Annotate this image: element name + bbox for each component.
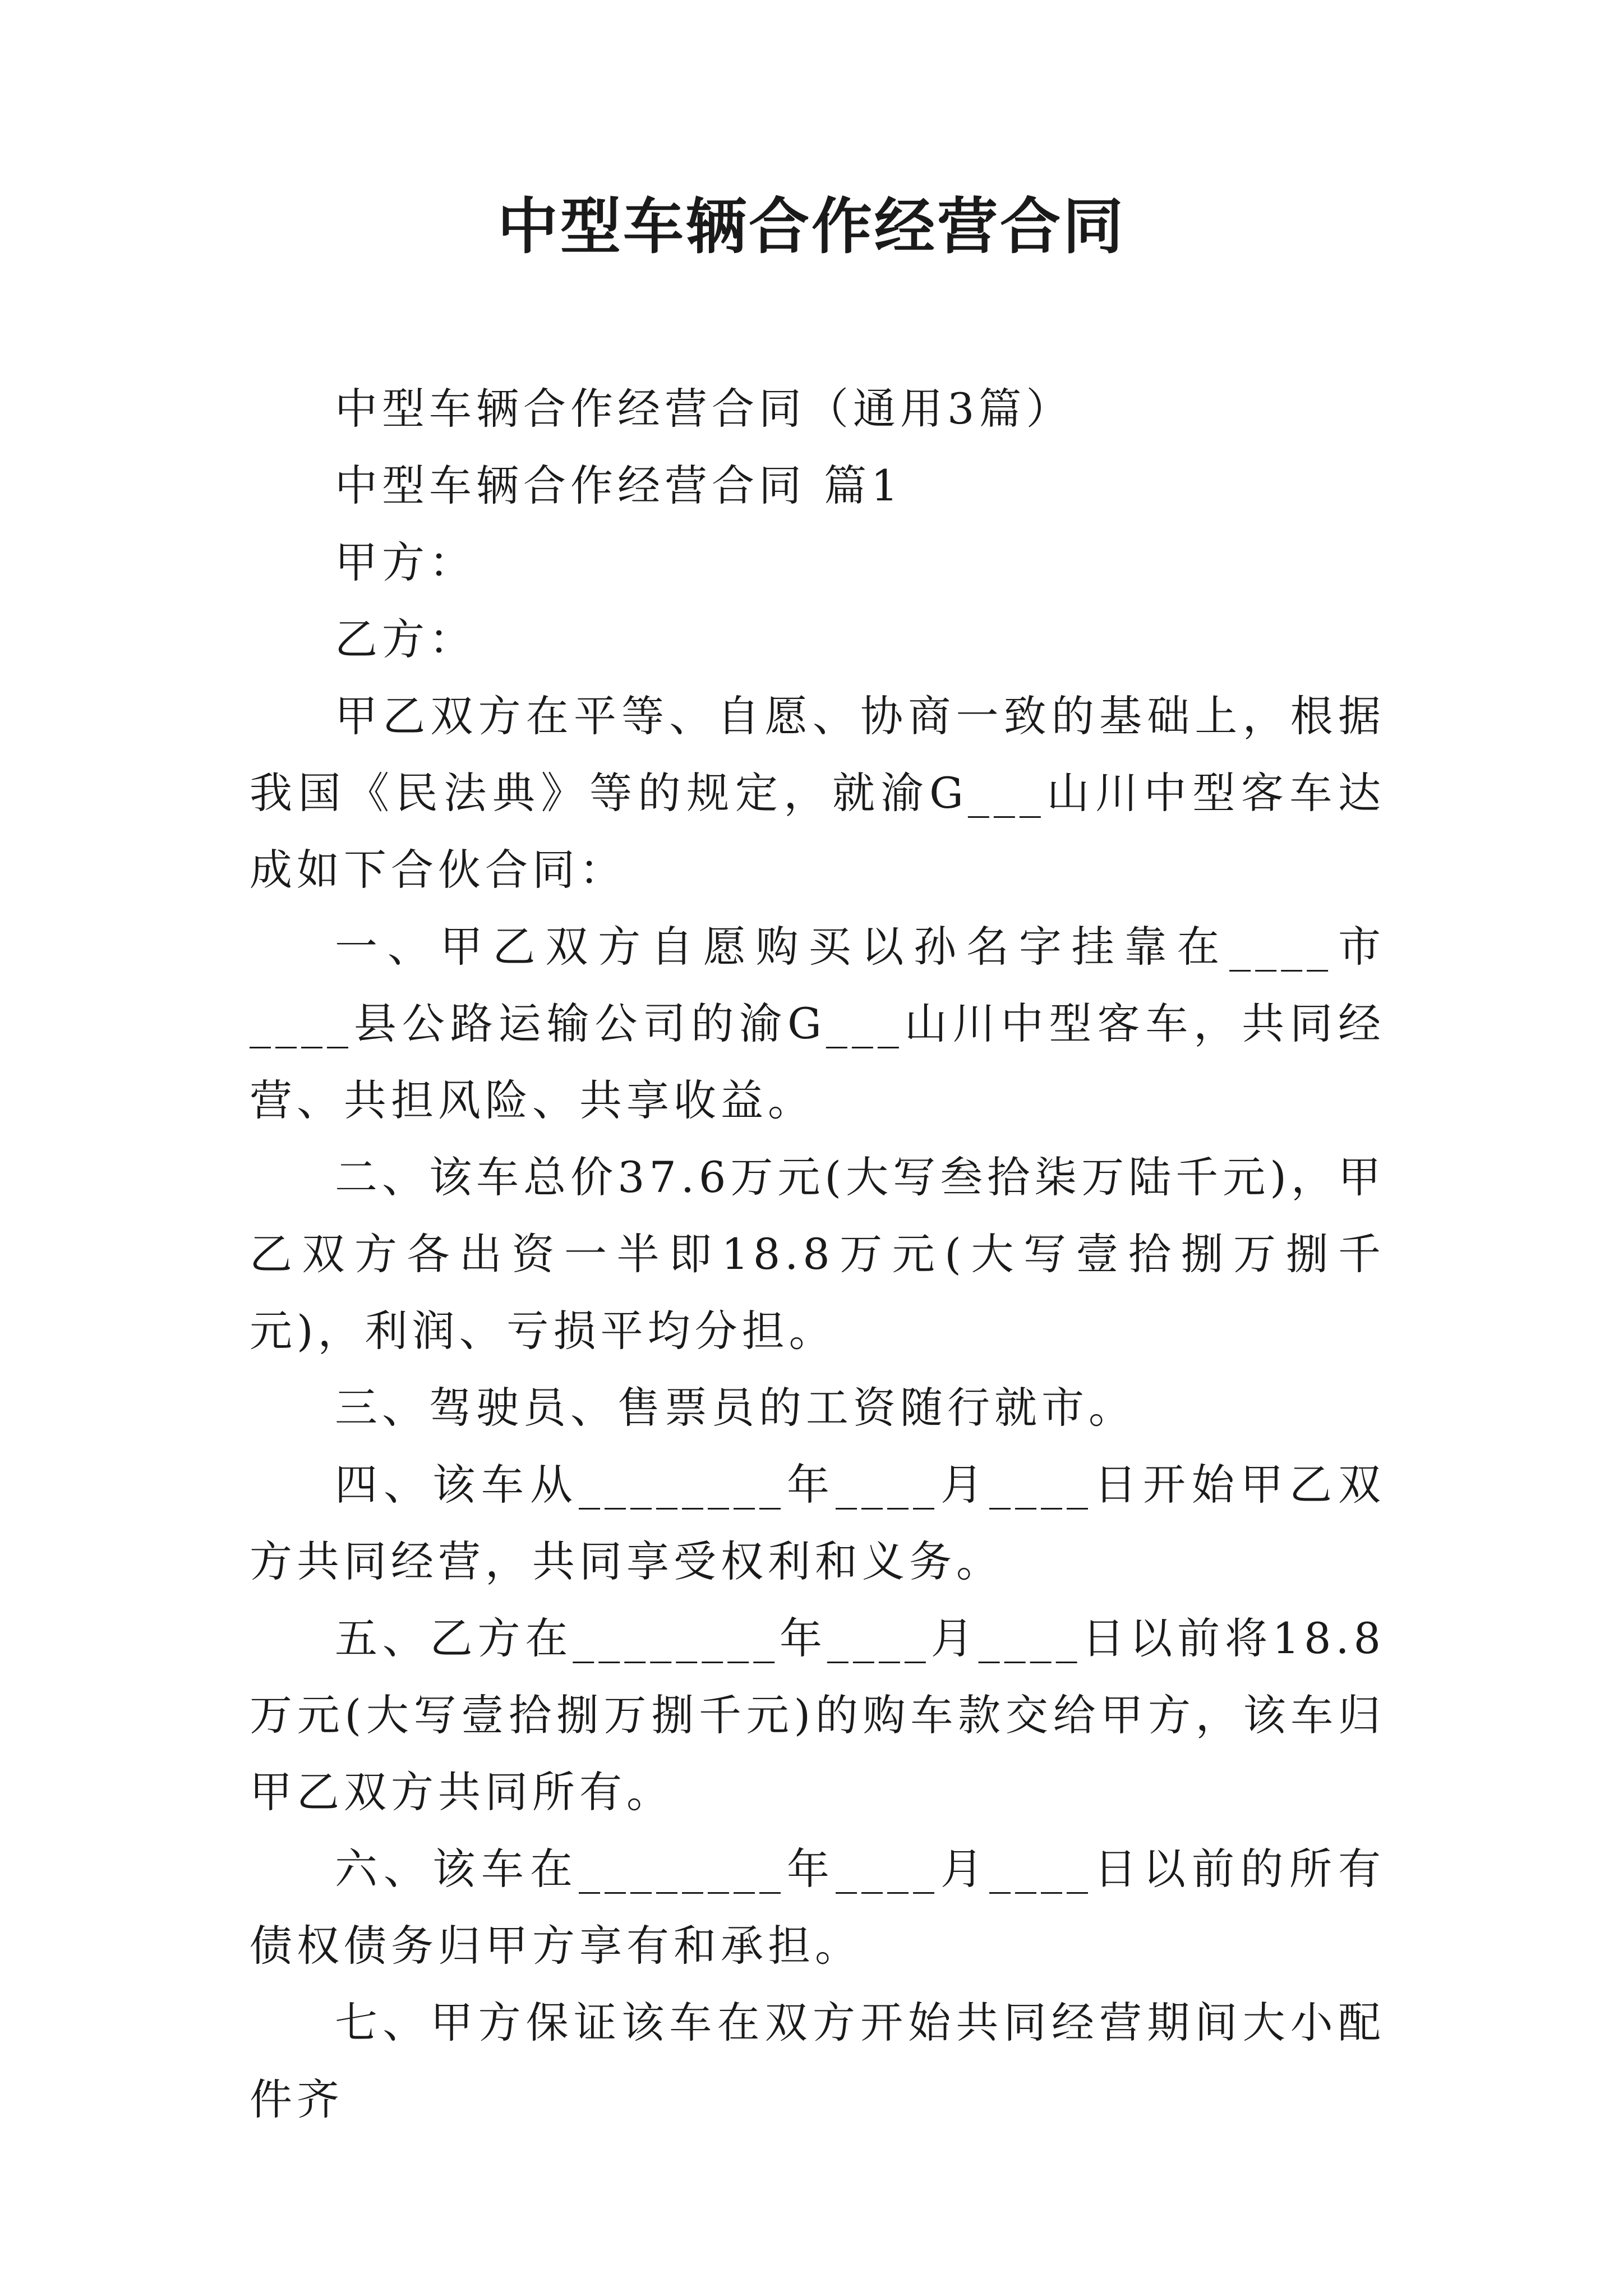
paragraph-clause-6: 六、该车在________年____月____日以前的所有债权债务归甲方享有和承担。: [250, 1844, 1385, 1971]
paragraph-preamble: 甲乙双方在平等、自愿、协商一致的基础上，根据我国《民法典》等的规定，就渝G___山川中型客车达成如下合伙合同：: [250, 691, 1385, 895]
paragraph-clause-7: 七、甲方保证该车在双方开始共同经营期间大小配件齐: [250, 1998, 1385, 2124]
paragraph-clause-3: 三、驾驶员、售票员的工资随行就市。: [335, 1383, 1136, 1433]
document-title: 中型车辆合作经营合同: [497, 191, 1126, 262]
paragraph-subtitle: 中型车辆合作经营合同（通用3篇）: [335, 384, 1073, 434]
paragraph-section-heading: 中型车辆合作经营合同 篇1: [335, 461, 903, 510]
paragraph-clause-1: 一、甲乙双方自愿购买以孙名字挂靠在____市____县公路运输公司的渝G___山川中型客车，共同经营、共担风险、共享收益。: [250, 922, 1385, 1125]
paragraph-party-b: 乙方：: [335, 614, 476, 664]
document-body: [250, 370, 1385, 2138]
paragraph-clause-4: 四、该车从________年____月____日开始甲乙双方共同经营，共同享受权利和义务。: [250, 1460, 1385, 1586]
paragraph-clause-2: 二、该车总价37.6万元(大写叁拾柒万陆千元)，甲乙双方各出资一半即18.8万元(大写壹拾捌万捌千元)，利润、亏损平均分担。: [250, 1152, 1385, 1356]
paragraph-party-a: 甲方：: [335, 537, 476, 587]
paragraph-clause-5: 五、乙方在________年____月____日以前将18.8万元(大写壹拾捌万捌千元)的购车款交给甲方，该车归甲乙双方共同所有。: [250, 1613, 1385, 1817]
